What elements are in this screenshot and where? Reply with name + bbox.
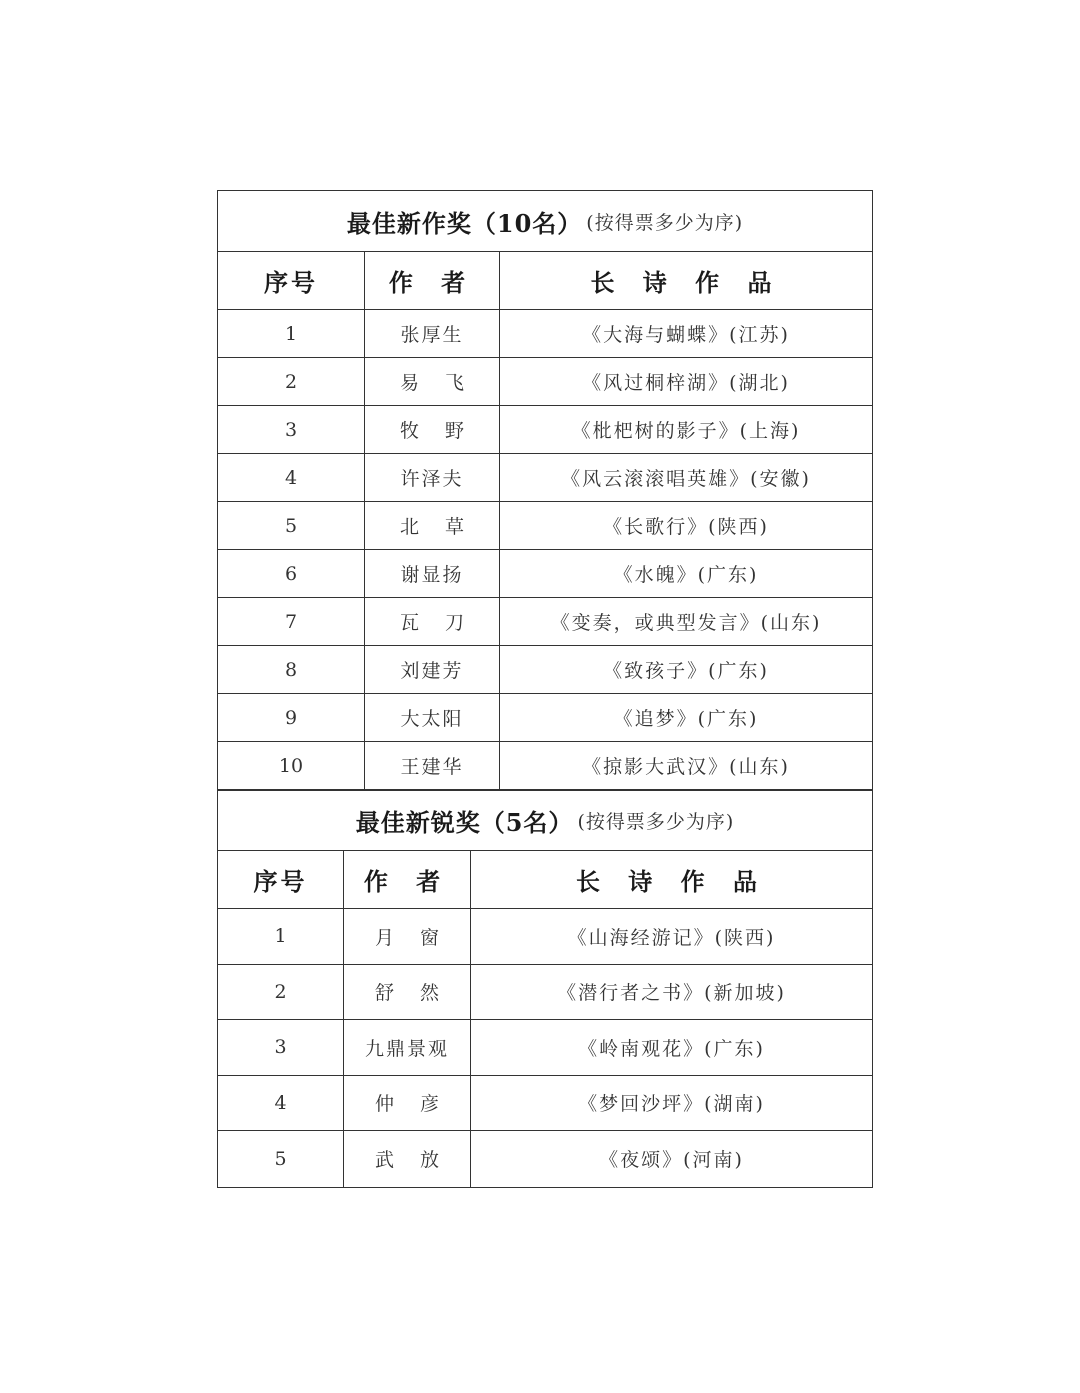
row-work: 《梦回沙坪》(湖南) [578, 1093, 765, 1116]
table-row [218, 454, 872, 502]
table-row [218, 1020, 872, 1076]
table-row [218, 694, 872, 742]
row-author: 易飞 [365, 358, 500, 405]
row-number: 2 [218, 965, 344, 1020]
row-work: 《夜颂》(河南) [599, 1149, 744, 1172]
header-work: 长 诗 作 品 [590, 268, 782, 297]
table-row [218, 502, 872, 550]
row-author: 大太阳 [365, 694, 500, 741]
table-row [218, 550, 872, 598]
row-number: 3 [218, 1020, 344, 1075]
row-number: 1 [218, 909, 344, 964]
table-row [218, 909, 872, 965]
row-author: 谢显扬 [365, 550, 500, 597]
row-number: 5 [218, 502, 365, 549]
row-author: 牧野 [365, 406, 500, 453]
header-work: 长 诗 作 品 [575, 867, 768, 896]
row-work: 《枇杷树的影子》(上海) [571, 420, 801, 442]
row-work: 《大海与蝴蝶》(江苏) [582, 324, 790, 346]
table-row [218, 965, 872, 1021]
row-number: 1 [218, 310, 365, 357]
awards-table [217, 190, 873, 1188]
table-row [218, 598, 872, 646]
table-row [218, 742, 872, 790]
row-author: 王建华 [365, 742, 500, 789]
row-work: 《水魄》(广东) [613, 564, 759, 586]
row-author: 舒然 [344, 965, 471, 1020]
section-note: (按得票多少为序) [577, 811, 735, 833]
row-work: 《潜行者之书》(新加坡) [557, 982, 786, 1005]
row-author: 许泽夫 [365, 454, 500, 501]
header-author: 作 者 [344, 851, 471, 908]
row-author: 张厚生 [365, 310, 500, 357]
table-row [218, 646, 872, 694]
row-number: 8 [218, 646, 365, 693]
row-number: 3 [218, 406, 365, 453]
row-number: 5 [218, 1131, 344, 1187]
row-author: 仲彦 [344, 1076, 471, 1131]
table-header-row [218, 252, 872, 310]
row-work: 《风过桐梓湖》(湖北) [582, 372, 790, 394]
row-number: 4 [218, 454, 365, 501]
table-row [218, 406, 872, 454]
row-number: 9 [218, 694, 365, 741]
row-number: 4 [218, 1076, 344, 1131]
header-number: 序号 [218, 252, 365, 309]
row-work: 《长歌行》(陕西) [603, 516, 769, 538]
row-author: 月窗 [344, 909, 471, 964]
section-title-text: 最佳新作奖（10名） [346, 208, 583, 238]
row-number: 7 [218, 598, 365, 645]
row-work: 《变奏，或典型发言》(山东) [550, 612, 822, 634]
row-work: 《风云滚滚唱英雄》(安徽) [561, 468, 811, 490]
row-number: 2 [218, 358, 365, 405]
table-row [218, 1076, 872, 1132]
row-author: 武放 [344, 1131, 471, 1187]
row-number: 6 [218, 550, 365, 597]
section-title-best-newcomer [218, 790, 872, 851]
row-number: 10 [218, 742, 365, 789]
table-row [218, 358, 872, 406]
row-work: 《岭南观花》(广东) [578, 1037, 765, 1060]
row-author: 刘建芳 [365, 646, 500, 693]
section-title-best-new-work [218, 191, 872, 252]
row-work: 《追梦》(广东) [613, 708, 759, 730]
row-author: 瓦刀 [365, 598, 500, 645]
header-author: 作 者 [365, 252, 500, 309]
row-work: 《致孩子》(广东) [603, 660, 769, 682]
table-row [218, 310, 872, 358]
row-author: 九鼎景观 [344, 1020, 471, 1075]
section-note: (按得票多少为序) [586, 211, 744, 234]
row-author: 北草 [365, 502, 500, 549]
row-work: 《掠影大武汉》(山东) [582, 756, 790, 778]
table-header-row [218, 851, 872, 909]
header-number: 序号 [218, 851, 344, 908]
section-title-text: 最佳新锐奖（5名） [355, 808, 574, 837]
row-work: 《山海经游记》(陕西) [567, 926, 776, 949]
table-row [218, 1131, 872, 1187]
